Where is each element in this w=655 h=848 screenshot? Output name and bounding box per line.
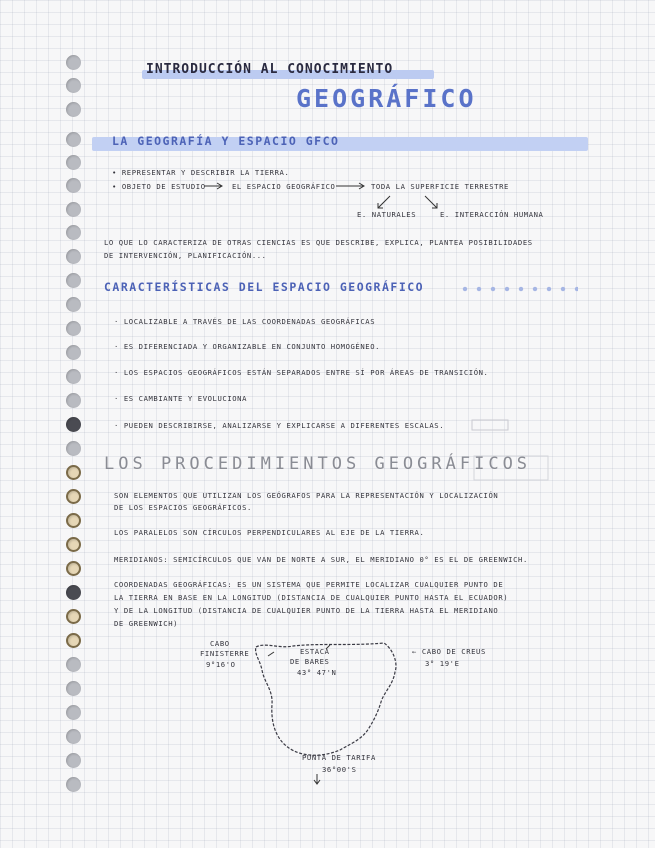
arrow-to-object [204, 183, 222, 189]
section3-p4-line2: LA TIERRA EN BASE EN LA LONGITUD (DISTANCIA DE CUALQUIER PUNTO HASTA EL ECUADOR) [114, 593, 509, 602]
section1-heading: LA GEOGRAFÍA Y ESPACIO GFCO [112, 134, 340, 148]
label-estaca-2: DE BARES [290, 657, 330, 666]
branch-natural: E. NATURALES [357, 210, 417, 219]
feature-2: · ES DIFERENCIADA Y ORGANIZABLE EN CONJUNTO HOMOGÉNEO. [114, 342, 381, 351]
faded-box-1 [472, 420, 508, 430]
page-title-line1: INTRODUCCIÓN AL CONOCIMIENTO [146, 62, 394, 77]
feature-3: · LOS ESPACIOS GEOGRÁFICOS ESTÁN SEPARADOS ENTRE SÍ POR ÁREAS DE TRANSICIÓN. [114, 368, 489, 377]
label-estaca-coord: 43° 47'N [297, 668, 337, 677]
page-title-line2: GEOGRÁFICO [296, 84, 477, 113]
label-finisterre-2: FINISTERRE [200, 649, 250, 658]
arrow-human [425, 196, 437, 208]
section3-p1-line1: SON ELEMENTOS QUE UTILIZAN LOS GEÓGRAFOS PARA LA REPRESENTACIÓN Y LOCALIZACIÓN [114, 491, 499, 500]
arrow-to-scope [336, 183, 364, 189]
section3-p1-line2: DE LOS ESPACIOS GEOGRÁFICOS. [114, 503, 252, 512]
feature-1: · LOCALIZABLE A TRAVÉS DE LAS COORDENADAS GEOGRÁFICAS [114, 317, 376, 326]
section1-paragraph-line1: LO QUE LO CARACTERIZA DE OTRAS CIENCIAS ES QUE DESCRIBE, EXPLICA, PLANTEA POSIBILIDADES [104, 238, 533, 247]
section3-p3: MERIDIANOS: SEMICÍRCULOS QUE VAN DE NORTE A SUR, EL MERIDIANO 0° ES EL DE GREENWICH. [114, 555, 528, 564]
label-estaca-1: ESTACA [300, 647, 330, 656]
section3-p2: LOS PARALELOS SON CÍRCULOS PERPENDICULARES AL EJE DE LA TIERRA. [114, 528, 425, 537]
section1-bullet2-scope: TODA LA SUPERFICIE TERRESTRE [371, 182, 509, 191]
feature-5: · PUEDEN DESCRIBIRSE, ANALIZARSE Y EXPLICARSE A DIFERENTES ESCALAS. [114, 421, 445, 430]
section3-p4-line4: DE GREENWICH) [114, 619, 179, 628]
arrow-finisterre [268, 652, 274, 656]
section1-bullet2-subject: • OBJETO DE ESTUDIO [112, 182, 206, 191]
section1-bullet1: • REPRESENTAR Y DESCRIBIR LA TIERRA. [112, 168, 290, 177]
label-creus-coord: 3° 19'E [425, 659, 460, 668]
section3-p4-line3: Y DE LA LONGITUD (DISTANCIA DE CUALQUIER PUNTO DE LA TIERRA HASTA EL MERIDIANO [114, 606, 499, 615]
label-finisterre-coord: 9°16'O [206, 660, 236, 669]
arrow-tarifa [314, 774, 320, 784]
section1-paragraph-line2: DE INTERVENCIÓN, PLANIFICACIÓN... [104, 251, 267, 260]
label-tarifa: PUNTA DE TARIFA [302, 753, 376, 762]
section3-p4-line1: COORDENADAS GEOGRÁFICAS: ES UN SISTEMA QUE PERMITE LOCALIZAR CUALQUIER PUNTO DE [114, 580, 504, 589]
label-finisterre-1: CABO [210, 639, 230, 648]
section2-heading: CARACTERÍSTICAS DEL ESPACIO GEOGRÁFICO [104, 280, 425, 294]
branch-human: E. INTERACCIÓN HUMANA [440, 210, 544, 219]
label-tarifa-coord: 36°00'S [322, 765, 357, 774]
feature-4: · ES CAMBIANTE Y EVOLUCIONA [114, 394, 248, 403]
arrow-estaca [326, 645, 330, 649]
arrow-natural [378, 196, 390, 208]
section3-heading: LOS PROCEDIMIENTOS GEOGRÁFICOS [104, 454, 532, 474]
label-creus: ← CABO DE CREUS [412, 647, 486, 656]
section1-bullet2-object: EL ESPACIO GEOGRÁFICO [232, 182, 336, 191]
iberia-map-outline [256, 643, 396, 755]
faded-box-2 [474, 456, 548, 480]
